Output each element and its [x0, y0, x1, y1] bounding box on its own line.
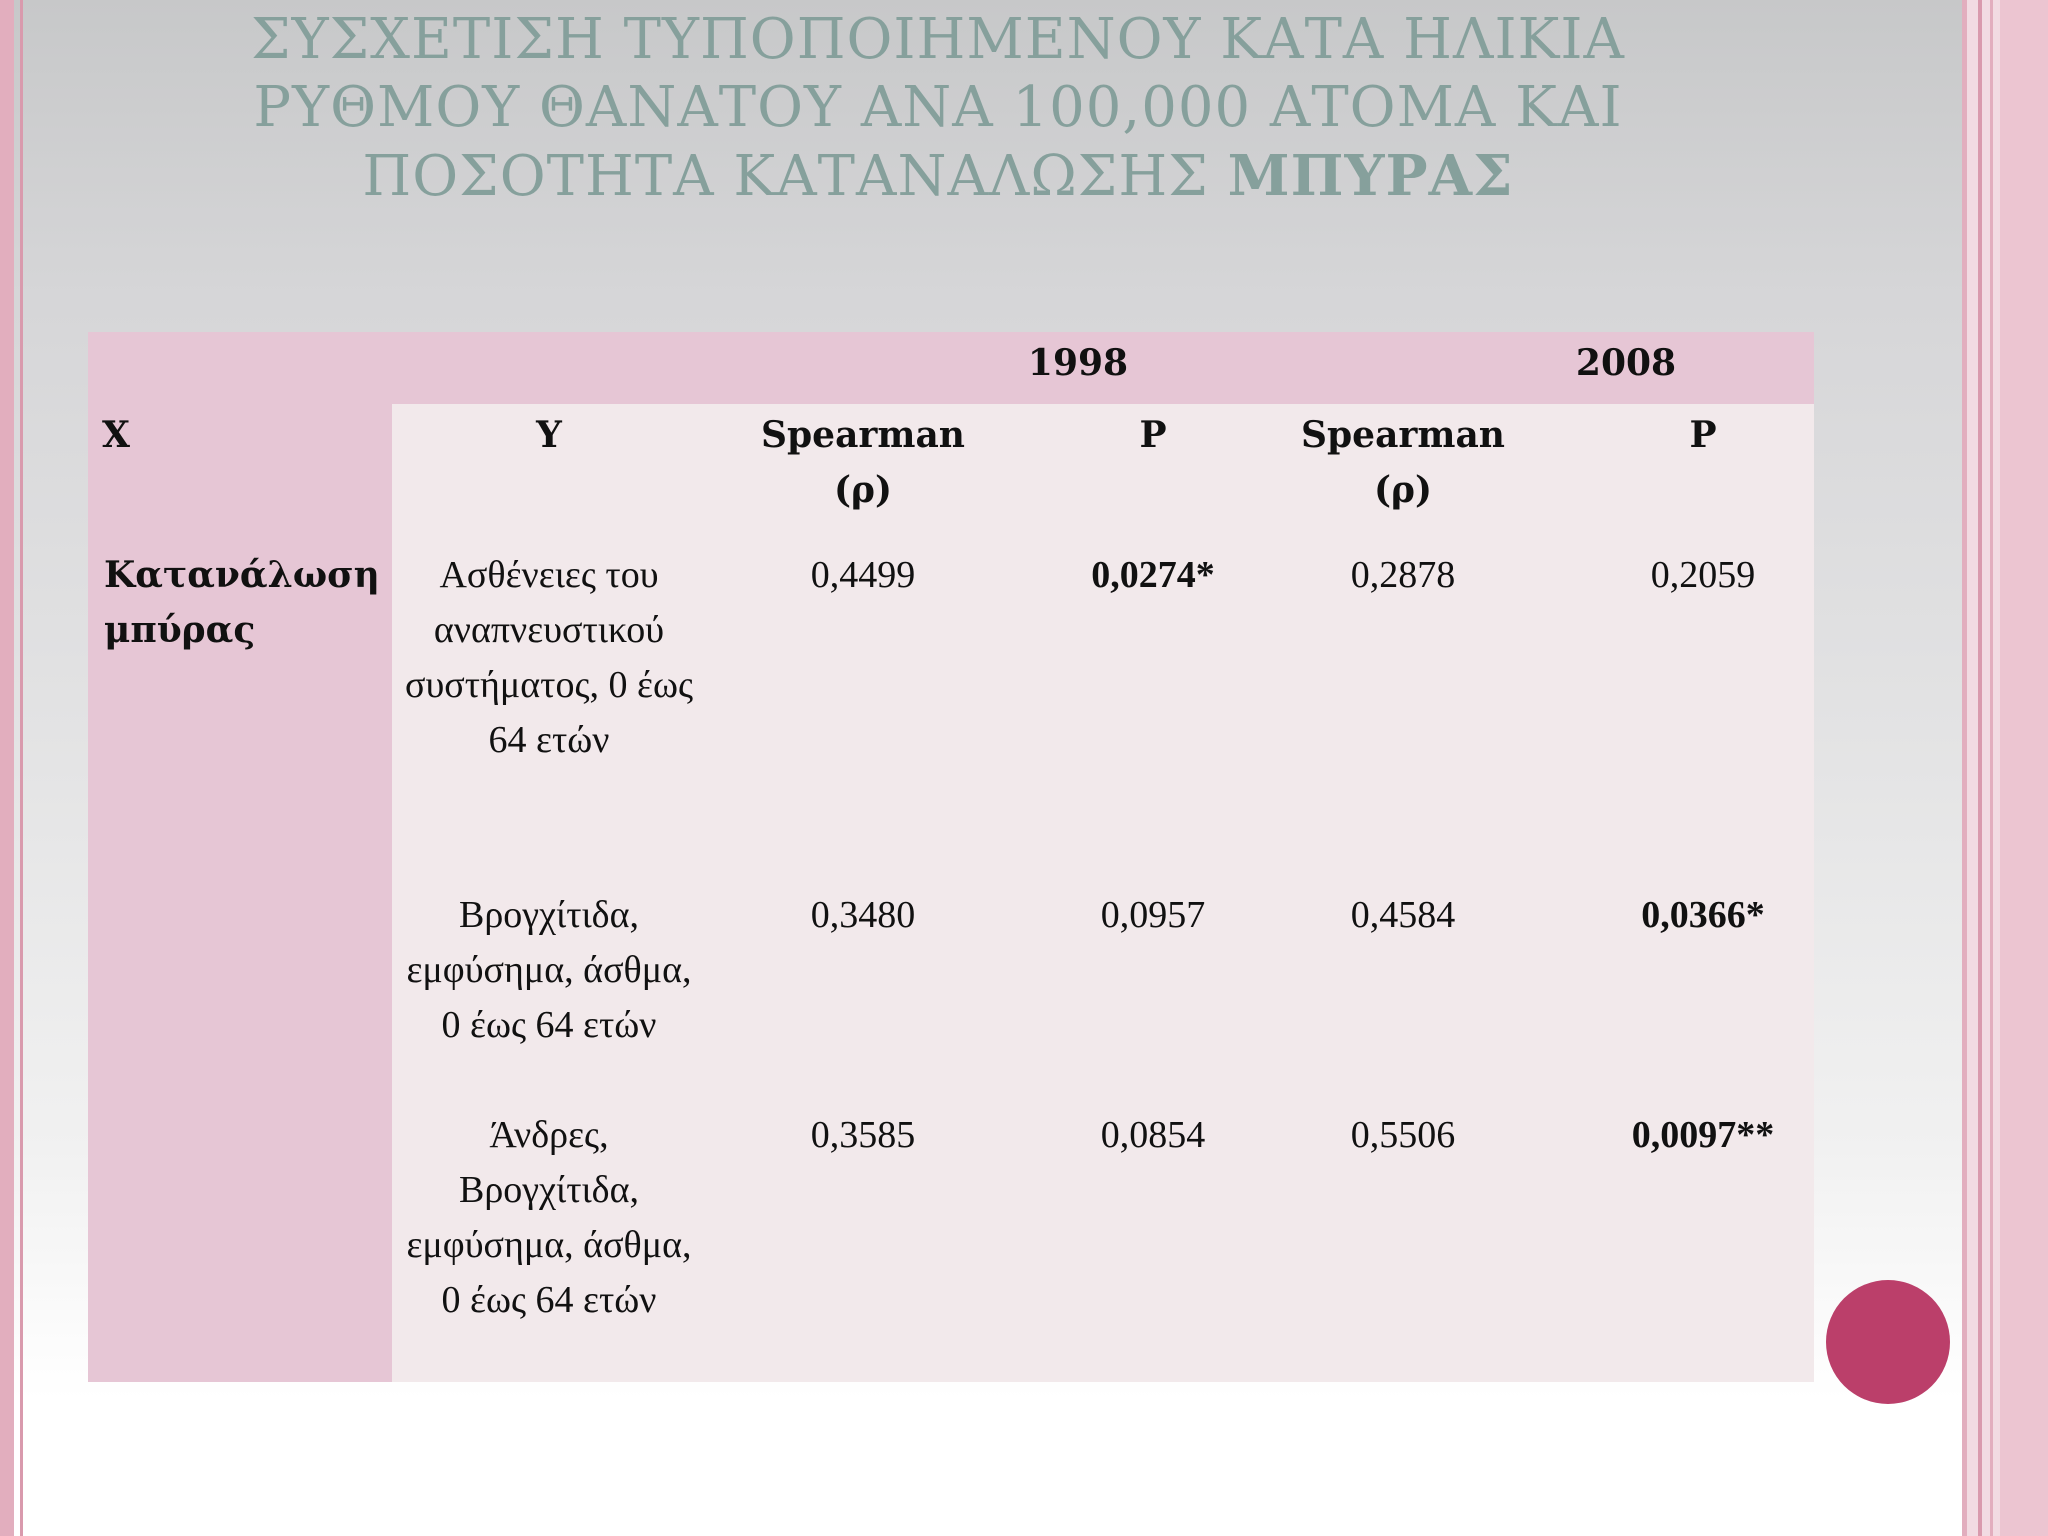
right-border-line: [1990, 0, 1993, 1536]
column-header-p-1998: P: [1139, 414, 1167, 456]
table-cell-rho-2008: 0,2878: [1350, 554, 1456, 596]
left-border-line: [20, 0, 23, 1536]
column-header-spearman-1998: Spearman (ρ): [761, 414, 965, 511]
year-1998-header: 1998: [1027, 342, 1129, 384]
accent-circle-decoration: [1826, 1280, 1950, 1404]
correlation-table: [88, 332, 1814, 1382]
table-cell-rho-2008: 0,5506: [1350, 1114, 1456, 1156]
slide-title-text: ΣΥΣΧΕΤΙΣΗ ΤΥΠΟΠΟΙΗΜΕΝΟΥ ΚΑΤΑ ΗΛΙΚΙΑ ΡΥΘΜΟΥ ΘΑΝΑΤΟΥ ΑΝΑ 100,000 ΑΤΟΜΑ ΚΑΙ ΠΟΣΟΤΗΤΑ ΚΑΤΑΝΑΛΩΣΗΣ: [251, 7, 1625, 209]
table-cell-p-2008: 0,2059: [1650, 554, 1756, 596]
table-cell-p-1998: 0,0854: [1100, 1114, 1206, 1156]
slide-title-bold: ΜΠΥΡΑΣ: [1227, 143, 1514, 209]
column-header-p-2008: P: [1689, 414, 1717, 456]
table-cell-rho-1998: 0,3480: [810, 894, 916, 936]
year-2008-header: 2008: [1575, 342, 1677, 384]
left-border-stripe: [0, 0, 14, 1536]
column-header-spearman-2008: Spearman (ρ): [1301, 414, 1505, 511]
right-border-line: [1978, 0, 1982, 1536]
table-cell-y: Βρογχίτιδα, εμφύσημα, άσθμα, 0 έως 64 ετών: [406, 894, 692, 1046]
table-cell-p-2008: 0,0097**: [1631, 1114, 1775, 1156]
right-border-band: [2000, 0, 2048, 1536]
column-header-y: Y: [536, 414, 562, 456]
table-cell-rho-2008: 0,4584: [1350, 894, 1456, 936]
table-left-column-bg: [88, 332, 392, 1382]
table-cell-rho-1998: 0,4499: [810, 554, 916, 596]
table-cell-rho-1998: 0,3585: [810, 1114, 916, 1156]
column-header-x: X: [102, 414, 130, 456]
table-cell-y: Ασθένειες του αναπνευστικού συστήματος, 0 έως 64 ετών: [404, 554, 694, 761]
table-cell-p-2008: 0,0366*: [1641, 894, 1765, 936]
table-cell-y: Άνδρες, Βρογχίτιδα, εμφύσημα, άσθμα, 0 έως 64 ετών: [406, 1114, 692, 1321]
slide-title: [110, 6, 1766, 211]
right-border-line: [1962, 0, 1967, 1536]
table-cell-p-1998: 0,0274*: [1091, 554, 1215, 596]
x-variable-label: Κατανάλωση μπύρας: [104, 554, 380, 651]
table-cell-p-1998: 0,0957: [1100, 894, 1206, 936]
